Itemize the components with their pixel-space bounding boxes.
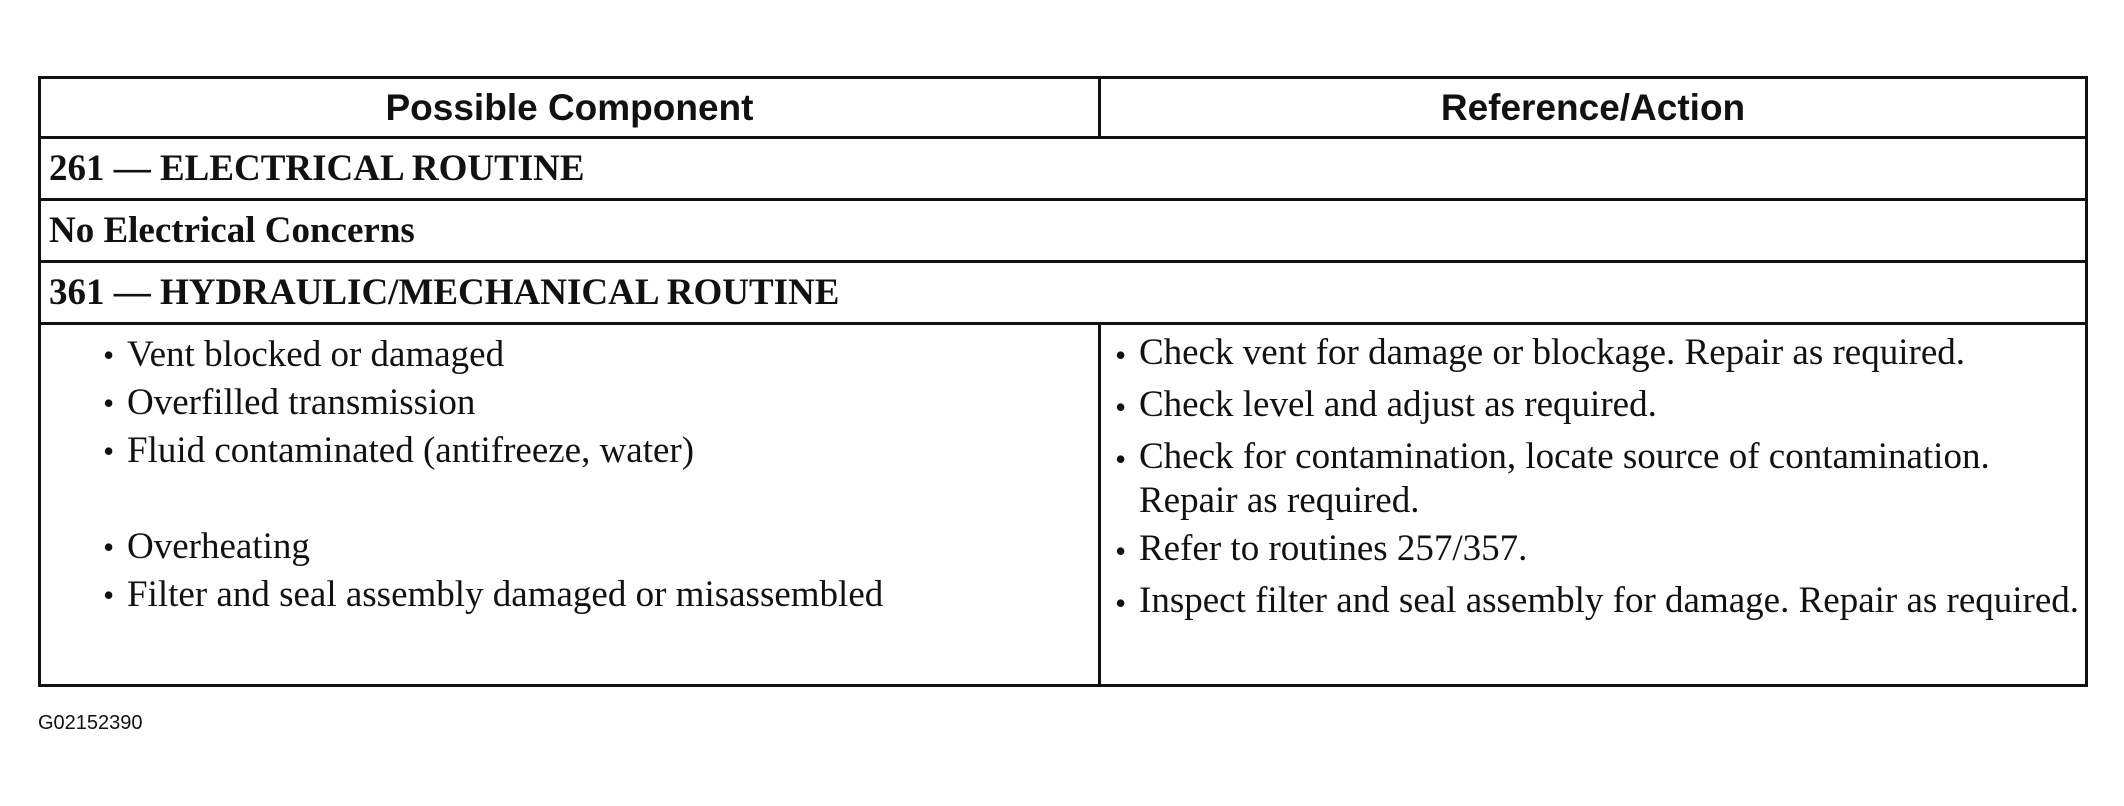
section-title-no-electrical-concerns: No Electrical Concerns	[40, 200, 2087, 262]
component-text: Fluid contaminated (antifreeze, water)	[127, 430, 695, 471]
bullet-icon: •	[1115, 585, 1127, 621]
action-item	[1115, 527, 2085, 575]
component-item	[103, 331, 1098, 379]
action-text: Check for contamination, locate source of contamination. Repair as required.	[1139, 436, 1990, 521]
action-text: Check vent for damage or blockage. Repair as required.	[1139, 332, 1965, 373]
header-row	[40, 78, 2087, 138]
bullet-icon: •	[103, 337, 115, 373]
action-text: Refer to routines 257/357.	[1139, 528, 1528, 569]
figure-id-label: G02152390	[38, 712, 143, 734]
bullet-icon: •	[103, 385, 115, 421]
bullet-icon: •	[103, 433, 115, 469]
content-row	[40, 324, 2087, 686]
section-row-hydraulic-mechanical-routine	[40, 262, 2087, 324]
bullet-icon: •	[1115, 441, 1127, 477]
bullet-icon: •	[1115, 337, 1127, 373]
component-item	[103, 427, 1098, 523]
component-item	[103, 571, 1098, 619]
component-text: Filter and seal assembly damaged or misassembled	[127, 574, 884, 615]
bullet-icon: •	[103, 529, 115, 565]
diagnostic-table	[38, 76, 2088, 687]
component-item	[103, 379, 1098, 427]
action-item	[1115, 435, 2085, 523]
component-text: Overheating	[127, 526, 310, 567]
component-text: Vent blocked or damaged	[127, 334, 505, 375]
component-text: Overfilled transmission	[127, 382, 476, 423]
section-row-no-electrical-concerns	[40, 200, 2087, 262]
action-text: Inspect filter and seal assembly for damage. Repair as required.	[1139, 580, 2080, 621]
action-text: Check level and adjust as required.	[1139, 384, 1657, 425]
actions-cell	[1100, 324, 2087, 686]
action-item	[1115, 383, 2085, 431]
action-item	[1115, 331, 2085, 379]
bullet-icon: •	[103, 577, 115, 613]
section-title-electrical-routine: 261 — ELECTRICAL ROUTINE	[40, 138, 2087, 200]
section-row-electrical-routine	[40, 138, 2087, 200]
header-reference-action: Reference/Action	[1100, 78, 2087, 138]
bullet-icon: •	[1115, 533, 1127, 569]
component-item	[103, 523, 1098, 571]
components-cell	[40, 324, 1100, 686]
bullet-icon: •	[1115, 389, 1127, 425]
section-title-hydraulic-mechanical-routine: 361 — HYDRAULIC/MECHANICAL ROUTINE	[40, 262, 2087, 324]
action-item	[1115, 579, 2085, 627]
header-possible-component: Possible Component	[40, 78, 1100, 138]
